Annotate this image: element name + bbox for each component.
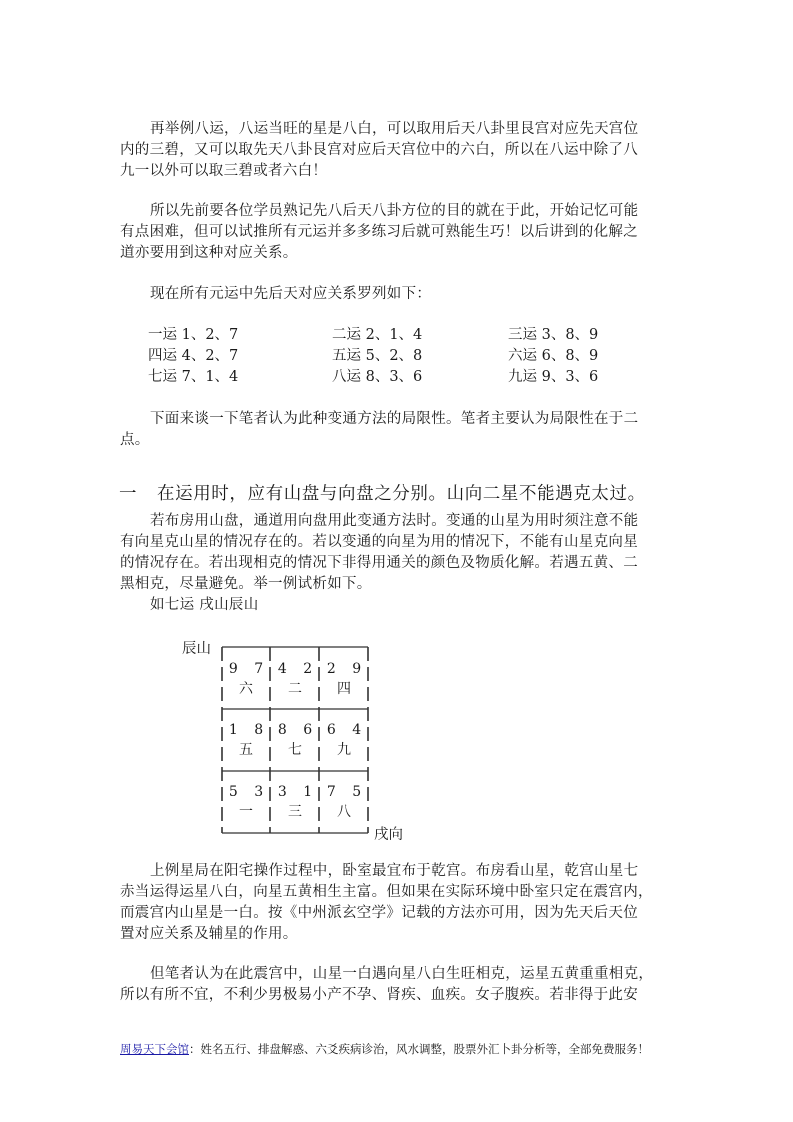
text-line: 黑相克，尽量避免。举一例试析如下。 — [120, 576, 372, 592]
text-line: 下面来谈一下笔者认为此种变通方法的局限性。笔者主要认为局限性在于二 — [150, 411, 639, 427]
star-numbers: 1 8 — [228, 722, 270, 738]
star-numbers: 4 2 — [277, 661, 319, 677]
site-link[interactable]: 周易天下会馆 — [120, 1042, 189, 1056]
paragraph-2 — [120, 201, 676, 264]
paragraph-8 — [120, 964, 676, 1006]
palace-cell — [271, 782, 319, 822]
cycle-entry: 八运 8、3、6 — [332, 369, 423, 385]
paragraph-7 — [120, 861, 676, 945]
star-numbers: 5 3 — [228, 784, 270, 800]
palace-cell — [320, 659, 368, 699]
text-line: 有点困难，但可以试推所有元运并多多练习后就可熟能生巧！以后讲到的化解之 — [120, 224, 638, 240]
text-line: 置对应关系及辅星的作用。 — [120, 926, 298, 942]
text-line: 现在所有元运中先后天对应关系罗列如下： — [150, 286, 432, 302]
period-star: 五 — [239, 742, 253, 758]
palace-cell — [222, 720, 270, 760]
cycle-entry: 三运 3、8、9 — [508, 327, 599, 343]
text-line: 内的三碧，又可以取先天八卦艮宫对应后天宫位中的六白，所以在八运中除了八 — [120, 142, 638, 158]
period-star: 四 — [337, 681, 351, 697]
period-star: 九 — [337, 742, 351, 758]
text-line: 赤当运得运星八白，向星五黄相生主富。但如果在实际环境中卧室只定在震宫内， — [120, 884, 653, 900]
cycle-entry: 六运 6、8、9 — [508, 348, 599, 364]
paragraph-5 — [120, 511, 676, 616]
cycle-entry: 九运 9、3、6 — [508, 369, 599, 385]
paragraph-4 — [120, 409, 676, 451]
text-line: 如七运 戌山辰山 — [150, 597, 259, 613]
palace-cell — [320, 720, 368, 760]
period-star: 三 — [288, 804, 302, 820]
cycle-entry: 七运 7、1、4 — [148, 369, 239, 385]
star-numbers: 8 6 — [277, 722, 319, 738]
text-line: 九一以外可以取三碧或者六白！ — [120, 163, 328, 179]
period-star: 一 — [239, 804, 253, 820]
facing-label: 戌向 — [374, 827, 403, 843]
cycle-entry: 五运 5、2、8 — [332, 348, 423, 364]
footer-text: ：姓名五行、排盘解惑、六爻疾病诊治，风水调整，股票外汇卜卦分析等，全部免费服务！ — [189, 1042, 649, 1056]
star-numbers: 2 9 — [326, 661, 368, 677]
text-line: 道亦要用到这种对应关系。 — [120, 245, 298, 261]
text-line: 所以先前要各位学员熟记先八后天八卦方位的目的就在于此，开始记忆可能 — [150, 203, 639, 219]
palace-cell — [271, 659, 319, 699]
section-title: 在运用时，应有山盘与向盘之分别。山向二星不能遇克太过。 — [157, 484, 646, 504]
star-numbers: 6 4 — [326, 722, 368, 738]
star-numbers: 3 1 — [277, 784, 319, 800]
paragraph-1 — [120, 119, 676, 182]
mountain-label: 辰山 — [182, 641, 211, 657]
section-heading — [119, 480, 646, 505]
text-line: 上例星局在阳宅操作过程中，卧室最宜布于乾宫。布房看山星，乾宫山星七 — [150, 863, 639, 879]
section-number: 一 — [119, 484, 138, 504]
cycle-entry: 二运 2、1、4 — [332, 327, 423, 343]
text-line: 再举例八运，八运当旺的星是八白，可以取用后天八卦里艮宫对应先天宫位 — [150, 121, 639, 137]
text-line: 若布房用山盘，通道用向盘用此变通方法时。变通的山星为用时须注意不能 — [150, 513, 639, 529]
text-line: 所以有所不宜，不利少男极易小产不孕、肾疾、血疾。女子腹疾。若非得于此安 — [120, 987, 638, 1003]
period-star: 七 — [288, 742, 302, 758]
palace-cell — [222, 659, 270, 699]
text-line: 的情况存在。若出现相克的情况下非得用通关的颜色及物质化解。若遇五黄、二 — [120, 555, 638, 571]
text-line: 但笔者认为在此震宫中，山星一白遇向星八白生旺相克，运星五黄重重相克， — [150, 966, 654, 982]
palace-cell — [271, 720, 319, 760]
palace-cell — [320, 782, 368, 822]
text-line: 点。 — [120, 432, 150, 448]
text-line: 有向星克山星的情况存在的。若以变通的向星为用的情况下，不能有山星克向星 — [120, 534, 638, 550]
text-line: 而震宫内山星是一白。按《中州派玄空学》记载的方法亦可用，因为先天后天位 — [120, 905, 638, 921]
page-footer — [120, 1041, 649, 1057]
cycle-entry: 一运 1、2、7 — [148, 327, 239, 343]
period-star: 八 — [337, 804, 351, 820]
star-numbers: 9 7 — [228, 661, 270, 677]
period-star: 六 — [239, 681, 253, 697]
paragraph-3 — [120, 284, 676, 305]
palace-cell — [222, 782, 270, 822]
period-star: 二 — [288, 681, 302, 697]
star-numbers: 7 5 — [326, 784, 368, 800]
cycle-entry: 四运 4、2、7 — [148, 348, 239, 364]
